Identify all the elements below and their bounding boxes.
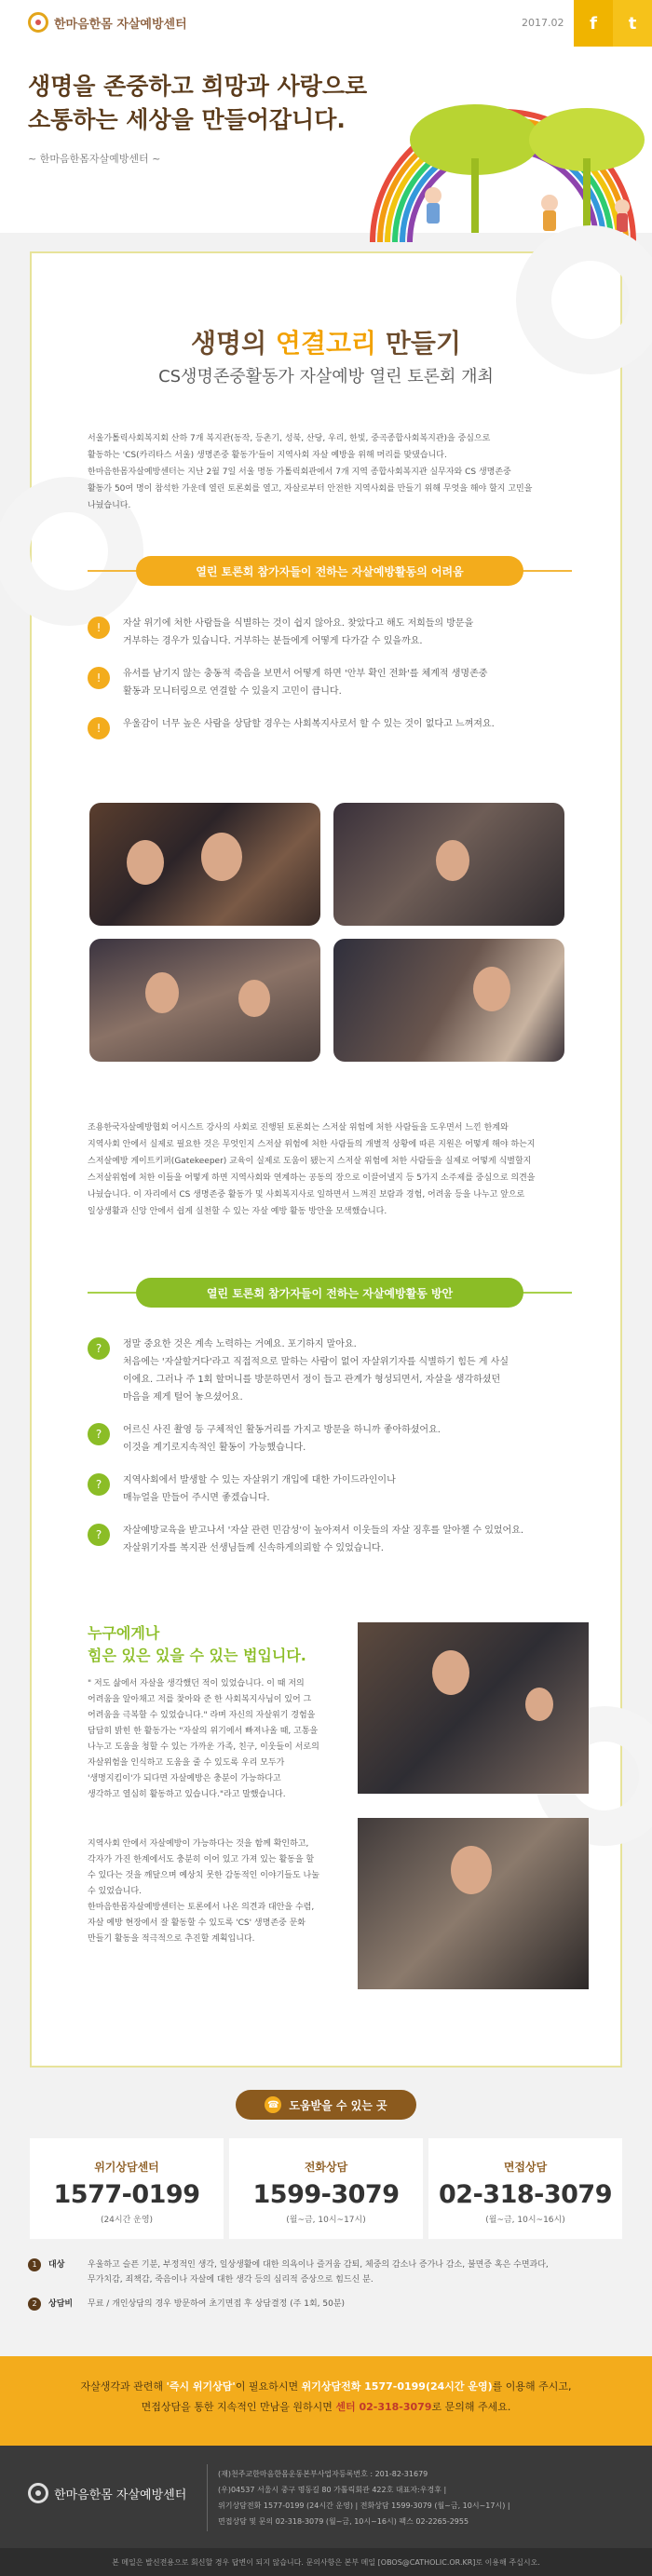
closing-paragraph: 지역사회 안에서 자살예방이 가능하다는 것을 함께 확인하고, 각자가 가진 한계에서도 충분히 이어 있고 가져 있는 활동을 할 수 있다는 것을 깨달으며 예상치 못한 감동적인 이야기들도 나눌 수 있었습니다. 한마음한몸자살예방센터는 토론에서 나온 의견과 대안을 수렴, 자살 예방 현장에서 잘 활동할 수 있도록 'CS' 생명존중 문화 만들기 활동을 적극적으로 추진할 계획입니다. [88,1839,319,1944]
article-subtitle: CS생명존중활동가 자살예방 열린 토론회 개최 [158,367,494,386]
twitter-icon: t [628,13,637,34]
article-card [30,251,622,2068]
footer [0,2446,652,2548]
difficulty-item: ! 유서를 남기지 않는 충동적 죽음을 보면서 어떻게 하면 '안부 확인 전화'를 체계적 생명존중 활동과 모니터링으로 연결할 수 있을지 고민이 큽니다. [88,665,581,700]
quote-heading: 누구에게나 힘은 있은 있을 수 있는 법입니다. [88,1624,306,1664]
middle-paragraph: 조용한국자살예방협회 어시스트 강사의 사회로 진행된 토론회는 스저살 위험에 처한 사람들을 도우면서 느낀 한계와 지역사회 안에서 실제로 필요한 것은 무엇인지 스저살 위험에 처한 사람들의 개별적 상황에 따른 지원은 어떻게 해야 하는지 스저살예방 게이트키퍼(Gatekeeper) 교육이 실제로 도움이 됐는지 스저살 위험에 처한 사람들을 실제로 어떻게 식별할지 스저살위험에 처한 이들을 어떻게 하면 지역사회와 연계하는 공동의 장으로 이끌어낼지 등 5가지 소주제를 중심으로 의견을 나눴습니다. 이 자리에서 CS 생명존중 활동가 및 사회복지사로 일하면서 느껴진 보람과 경험, 어려움 등을 나누고 앞으로 일상생활과 신앙 안에서 쉽게 실천할 수 있는 자살 예방 활동 방안을 모색했습니다. [88,1123,536,1216]
speech-icon: ! [88,717,110,739]
solution-item: ? 정말 중요한 것은 계속 노력하는 거예요. 포기하지 말아요. 처음에는 '자살할거다'라고 직접적으로 말하는 사람이 없어 자살위기자를 식별하기 힘든 게 사실 이에요. 그러나 주 1회 할머니를 방문하면서 정이 들고 관계가 형성되면서, 자살을 생각하셨던 마음을 제게 털어 놓으셨어요. [88,1335,581,1406]
contact-crisis[interactable]: 위기상담센터 1577-0199 (24시간 운영) [30,2138,224,2239]
event-photo [333,939,564,1062]
intro-paragraph: 서울가톨릭사회복지회 산하 7개 복지관(동작, 등촌기, 성북, 산당, 우리, 한빛, 중곡종합사회복지관)을 중심으로 활동하는 'CS(카리타스 서울) 생명존중 활동가'들이 지역사회 자살 예방을 위해 머리를 맞댔습니다. 한마음한몸자살예방센터는 지난 2월 7일 서울 명동 가톨릭회관에서 7개 지역 종합사회복지관 실무자와 CS 생명존중 활동가 50여 명이 참석한 가운데 열린 토론회를 열고, 자살로부터 안전한 지역사회를 만들기 위해 무엇을 해야 할지 고민을 나눴습니다. [88,434,533,510]
facebook-button[interactable] [574,0,613,47]
speech-icon: ? [88,1524,110,1546]
issue-date: 2017.02 [522,17,564,29]
logo[interactable] [28,12,187,33]
solution-item: ? 어르신 사진 촬영 등 구체적인 활동거리를 가지고 방문을 하니까 좋아하셨어요. 이것을 계기로지속적인 활동이 가능했습니다. [88,1421,581,1457]
difficulty-item: ! 우울감이 너무 높은 사람을 상담할 경우는 사회복지사로서 할 수 있는 것이 없다고 느껴져요. [88,715,581,739]
speaker-photo [358,1622,589,1794]
hero-subtitle: ~ 한마음한몸자살예방센터 ~ [28,153,161,165]
info-fee: 2 상담비 무료 / 개인상담의 경우 방문하여 초기면접 후 상담결정 (주 1회, 50분) [28,2297,345,2312]
info-target: 1 대상 우울하고 슬픈 기분, 부정적인 생각, 일상생활에 대한 의욕이나 즐거움 감퇴, 체중의 감소나 증가나 감소, 불면증 혹은 수면과다, 무가치감, 죄책감, 죽음이나 자살에 대한 생각 등의 심리적 증상으로 힘드신 분. [28,2257,549,2287]
logo-text: 한마음한몸 자살예방센터 [54,17,187,32]
speech-icon: ? [88,1473,110,1496]
speech-icon: ! [88,667,110,689]
section-heading-difficulties: 열린 토론회 참가자들이 전하는 자살예방활동의 어려움 [136,556,523,586]
footer-notice: 본 메일은 발신전용으로 회신할 경우 답변이 되지 않습니다. 문의사항은 본부 메일 [OBOS@CATHOLIC.OR.KR]로 이용해 주십시오. [0,2548,652,2576]
crisis-banner: 자살생각과 관련해 '즉시 위기상담'이 필요하시면 위기상담전화 1577-0199(24시간 운영)를 이용해 주시고, 면접상담을 통한 지속적인 만남을 원하시면 센터 02-318-3079로 문의해 주세요. [0,2356,652,2446]
footer-logo[interactable]: 한마음한몸 자살예방센터 [28,2483,186,2503]
footer-address: (재)천주교한마음한몸운동본부사업자등록번호 : 201-82-31679 (우)04537 서울시 중구 명동길 80 가톨릭회관 422호 대표자:우경후 | 위기상담전화 1577-0199 (24시간 운영) | 전화상담 1599-3079 (월~금, 10시~17시) | 면접상담 및 문의 02-318-3079 (월~금, 10시~16시) 팩스 02-2265-2955 [218,2470,510,2526]
hero-banner [0,47,652,233]
article-title: 생명의 연결고리 만들기 [190,328,461,359]
rainbow-illustration [363,102,652,242]
contact-interview[interactable]: 면접상담 02-318-3079 (월~금, 10시~16시) [428,2138,622,2239]
difficulty-item: ! 자살 위기에 처한 사람들을 식별하는 것이 쉽지 않아요. 찾았다고 해도 저희들의 방문을 거부하는 경우가 있습니다. 거부하는 분들에게 어떻게 다가갈 수 있을까요. [88,615,581,650]
logo-icon [28,12,48,33]
hero-title: 생명을 존중하고 희망과 사랑으로 소통하는 세상을 만들어갑니다. [28,73,368,133]
facebook-icon: f [590,13,597,34]
event-photo [89,803,320,926]
contact-phone[interactable]: 전화상담 1599-3079 (월~금, 10시~17시) [229,2138,423,2239]
solution-item: ? 지역사회에서 발생할 수 있는 자살위기 개입에 대한 가이드라인이나 매뉴얼을 만들어 주시면 좋겠습니다. [88,1471,581,1507]
solution-item: ? 자살예방교육을 받고나서 '자살 관련 민감성'이 높아져서 이웃들의 자살 징후를 알아챌 수 있었어요. 자살위기자를 복지관 선생님들께 신속하게의뢰할 수 있었습니다. [88,1522,581,1557]
section-heading-solutions: 열린 토론회 참가자들이 전하는 자살예방활동 방안 [136,1278,523,1308]
speech-icon: ? [88,1423,110,1445]
divider [207,2464,208,2531]
speech-icon: ? [88,1337,110,1360]
phone-icon: ☎ [265,2096,281,2113]
twitter-button[interactable] [613,0,652,47]
help-heading: ☎ 도움받을 수 있는 곳 [236,2090,416,2120]
logo-icon [28,2483,48,2503]
header [0,0,652,47]
event-photo [333,803,564,926]
quote-paragraph: " 저도 삶에서 자살을 생각했던 적이 있었습니다. 이 때 저의 어려움을 알아채고 저를 찾아와 준 한 사회복지사님이 있어 그 어려움을 극복할 수 있었습니다." 라며 자신의 자살위기 경험을 담담히 밝힌 한 활동가는 "자살의 위기에서 빠져나올 때, 고통을 나누고 도움을 청할 수 있는 가까운 가족, 친구, 이웃들이 서로의 자살위험을 인식하고 도움을 줄 수 있도록 우리 모두가 '생명지킴이'가 되다면 자살예방은 충분이 가능하다고 생각하고 열심히 활동하고 있습니다."라고 말했습니다. [88,1679,319,1799]
speaker-photo [358,1818,589,1989]
speech-icon: ! [88,617,110,639]
event-photo [89,939,320,1062]
